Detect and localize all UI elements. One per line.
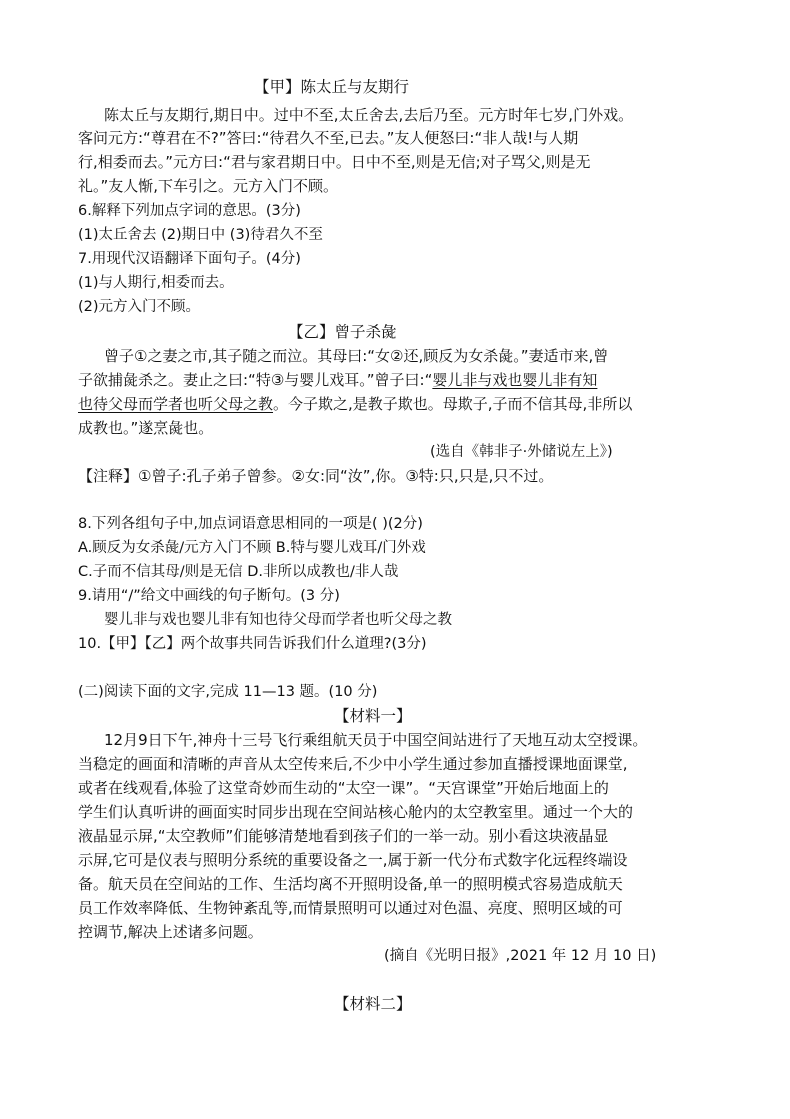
passage-jia-line-3: 行,相委而去。”元方曰:“君与家君期日中。日中不至,则是无信;对子骂父,则是无 <box>78 153 591 171</box>
material-1-line-2: 当稳定的画面和清晰的声音从太空传来后,不少中小学生通过参加直播授课地面课堂, <box>78 755 628 773</box>
passage-yi-line-1: 曾子①之妻之市,其子随之而泣。其母曰:“女②还,顾反为女杀彘。”妻适市来,曾 <box>104 347 609 365</box>
passage-jia-line-2: 客问元方:“尊君在不?”答曰:“待君久不至,已去。”友人便怒曰:“非人哉!与人期 <box>78 129 579 147</box>
question-8-options-ab: A.顾反为女杀彘/元方入门不顾 B.特与婴儿戏耳/门外戏 <box>78 540 426 556</box>
passage-jia-title: 【甲】陈太丘与友期行 <box>254 78 410 96</box>
underlined-sentence-part-1: 婴儿非与戏也婴儿非有知 <box>432 371 598 389</box>
material-1-line-5: 液晶显示屏,“太空教师”们能够清楚地看到孩子们的一举一动。别小看这块液晶显 <box>78 827 609 845</box>
material-1-line-6: 示屏,它可是仪表与照明分系统的重要设备之一,属于新一代分布式数字化远程终端设 <box>78 851 628 869</box>
material-1-line-3: 或者在线观看,体验了这堂奇妙而生动的“太空一课”。“天宫课堂”开始后地面上的 <box>78 779 609 797</box>
passage-yi-line-2-text: 子欲捕彘杀之。妻止之曰:“特③与婴儿戏耳。”曾子曰:“ <box>78 371 433 389</box>
material-2-title: 【材料二】 <box>334 995 412 1013</box>
material-1-line-8: 员工作效率降低、生物钟紊乱等,而情景照明可以通过对色温、亮度、照明区域的可 <box>78 899 623 917</box>
question-7-item-2: (2)元方入门不顾。 <box>78 299 201 315</box>
passage-yi-line-4: 成教也。”遂烹彘也。 <box>78 419 214 437</box>
part-2-heading: (二)阅读下面的文字,完成 11—13 题。(10 分) <box>78 684 378 700</box>
question-8: 8.下列各组句子中,加点词语意思相同的一项是( )(2分) <box>78 516 423 532</box>
passage-yi-notes: 【注释】①曾子:孔子弟子曾参。②女:同“汝”,你。③特:只,只是,只不过。 <box>78 467 554 485</box>
question-7: 7.用现代汉语翻译下面句子。(4分) <box>78 251 301 267</box>
question-10: 10.【甲】【乙】两个故事共同告诉我们什么道理?(3分) <box>78 636 427 652</box>
question-9-sentence: 婴儿非与戏也婴儿非有知也待父母而学者也听父母之教 <box>104 612 452 628</box>
passage-jia-line-1: 陈太丘与友期行,期日中。过中不至,太丘舍去,去后乃至。元方时年七岁,门外戏。 <box>104 106 634 124</box>
material-1-line-1: 12月9日下午,神舟十三号飞行乘组航天员于中国空间站进行了天地互动太空授课。 <box>104 731 648 749</box>
material-1-source: (摘自《光明日报》,2021 年 12 月 10 日) <box>384 948 657 964</box>
material-1-title: 【材料一】 <box>334 707 412 725</box>
question-6-items: (1)太丘舍去 (2)期日中 (3)待君久不至 <box>78 227 323 243</box>
material-1-line-4: 学生们认真听讲的画面实时同步出现在空间站核心舱内的太空教室里。通过一个大的 <box>78 803 634 821</box>
question-7-item-1: (1)与人期行,相委而去。 <box>78 275 234 291</box>
question-8-options-cd: C.子而不信其母/则是无信 D.非所以成教也/非人哉 <box>78 564 399 580</box>
material-1-line-7: 备。航天员在空间站的工作、生活均离不开照明设备,单一的照明模式容易造成航天 <box>78 875 623 893</box>
material-1-line-9: 控调节,解决上述诸多问题。 <box>78 923 263 941</box>
passage-yi-line-3-text: 。今子欺之,是教子欺也。母欺子,子而不信其母,非所以 <box>273 395 633 413</box>
question-6: 6.解释下列加点字词的意思。(3分) <box>78 203 301 219</box>
underlined-sentence-part-2: 也待父母而学者也听父母之教 <box>78 395 274 413</box>
passage-yi-line-3 <box>78 393 632 415</box>
passage-yi-source: (选自《韩非子·外储说左上》) <box>430 444 613 460</box>
passage-yi-line-2 <box>78 369 597 391</box>
passage-jia-line-4: 礼。”友人惭,下车引之。元方入门不顾。 <box>78 177 339 195</box>
passage-yi-title: 【乙】曾子杀彘 <box>288 323 397 341</box>
question-9: 9.请用“/”给文中画线的句子断句。(3 分) <box>78 588 340 604</box>
